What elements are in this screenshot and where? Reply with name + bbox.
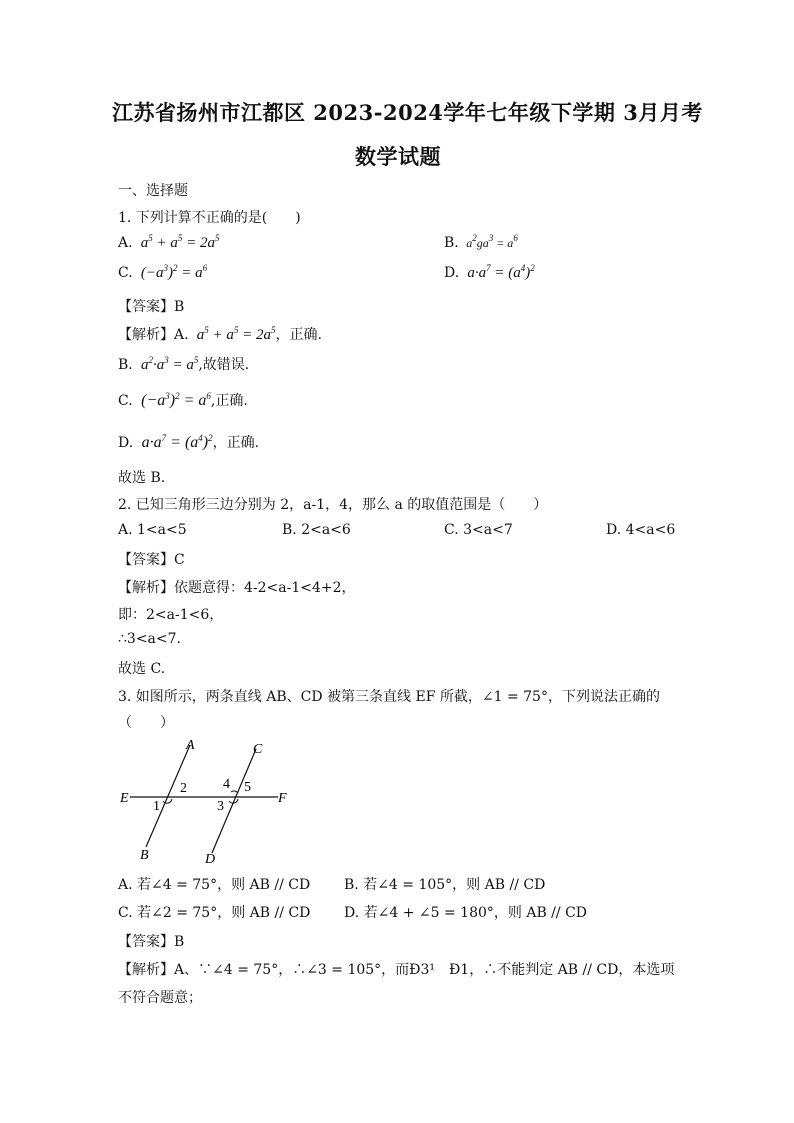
angle-1-arc — [163, 799, 172, 803]
q1-option-d-formula: $a\cdot a^7 = (a^4)^2$ — [463, 263, 535, 281]
q3-analysis-line-1: 【解析】A、∵∠4 = 75°，∴∠3 = 105°，而Ð3¹ Ð1，∴不能判定 AB // CD，本选项 — [118, 962, 675, 978]
q1-option-b: B. $a^2ga^3 = a^6$ — [444, 233, 518, 251]
q1-conclusion: 故选 B. — [118, 470, 166, 486]
q3-option-d: D. 若∠4 + ∠5 = 180°，则 AB // CD — [344, 905, 588, 921]
q3-option-c: C. 若∠2 = 75°，则 AB // CD — [118, 905, 311, 921]
label-d: D — [205, 852, 216, 867]
q1-option-d: D. $a\cdot a^7 = (a^4)^2$ — [444, 263, 535, 281]
q1-analysis-a: 【解析】A. $a^5 + a^5 = 2a^5$，正确. — [118, 325, 322, 343]
title-line-1: 江苏省扬州市江都区 2023-2024学年七年级下学期 3月月考 — [112, 100, 703, 125]
q1-stem: 1. 下列计算不正确的是( ) — [118, 210, 301, 226]
q1-analysis-b: B. $a^2\cdot a^3 = a^5$,故错误. — [118, 355, 250, 373]
q1-option-a-formula: $a^5 + a^5 = 2a^5$ — [137, 233, 220, 251]
q2-analysis-line-2: 即：2<a-1<6， — [118, 607, 224, 623]
q3-figure — [110, 735, 310, 870]
q2-option-c: C. 3<a<7 — [444, 522, 513, 538]
q1-analysis-d: D. $a\cdot a^7 = (a^4)^2$，正确. — [118, 433, 260, 451]
q2-conclusion: 故选 C. — [118, 661, 166, 677]
label-angle-3: 3 — [217, 799, 224, 814]
label-angle-4: 4 — [223, 777, 230, 792]
q1-option-b-formula: $a^2ga^3 = a^6$ — [463, 233, 518, 250]
q3-analysis-line-2: 不符合题意； — [118, 990, 202, 1006]
label-f: F — [278, 791, 287, 806]
q2-option-d: D. 4<a<6 — [606, 522, 676, 538]
q3-answer: 【答案】B — [118, 934, 185, 950]
q1-option-c-formula: $(-a^3)^2 = a^6$ — [137, 263, 208, 281]
q1-option-c: C. $(-a^3)^2 = a^6$ — [118, 263, 208, 281]
q3-stem-line-2: （ ） — [118, 715, 174, 731]
label-a: A — [186, 738, 195, 753]
q3-stem-line-1: 3. 如图所示，两条直线 AB、CD 被第三条直线 EF 所截，∠1 = 75°，下列说法正确的 — [118, 689, 660, 705]
q2-analysis-line-3: ∴3<a<7. — [118, 631, 181, 647]
line-ab — [146, 745, 190, 847]
q2-answer: 【答案】C — [118, 552, 185, 568]
q2-analysis-line-1: 【解析】依题意得：4-2<a-1<4+2， — [118, 580, 356, 596]
section-heading: 一、选择题 — [118, 183, 188, 199]
title-line-2: 数学试题 — [355, 144, 441, 169]
label-angle-5: 5 — [244, 780, 251, 795]
q3-option-a: A. 若∠4 = 75°，则 AB // CD — [118, 877, 311, 893]
q2-option-b: B. 2<a<6 — [282, 522, 351, 538]
q1-analysis-c: C. $(-a^3)^2 = a^6$,正确. — [118, 391, 248, 409]
label-e: E — [120, 791, 129, 806]
label-c: C — [253, 742, 263, 757]
q1-option-a: A. $a^5 + a^5 = 2a^5$ — [118, 233, 220, 251]
q3-option-b: B. 若∠4 = 105°，则 AB // CD — [344, 877, 546, 893]
q2-stem: 2. 已知三角形三边分别为 2，a-1，4，那么 a 的取值范围是（ ） — [118, 497, 548, 513]
label-angle-2: 2 — [180, 781, 187, 796]
label-angle-1: 1 — [153, 799, 160, 814]
label-b: B — [140, 848, 149, 863]
q2-option-a: A. 1<a<5 — [118, 522, 187, 538]
q1-answer: 【答案】B — [118, 299, 185, 315]
